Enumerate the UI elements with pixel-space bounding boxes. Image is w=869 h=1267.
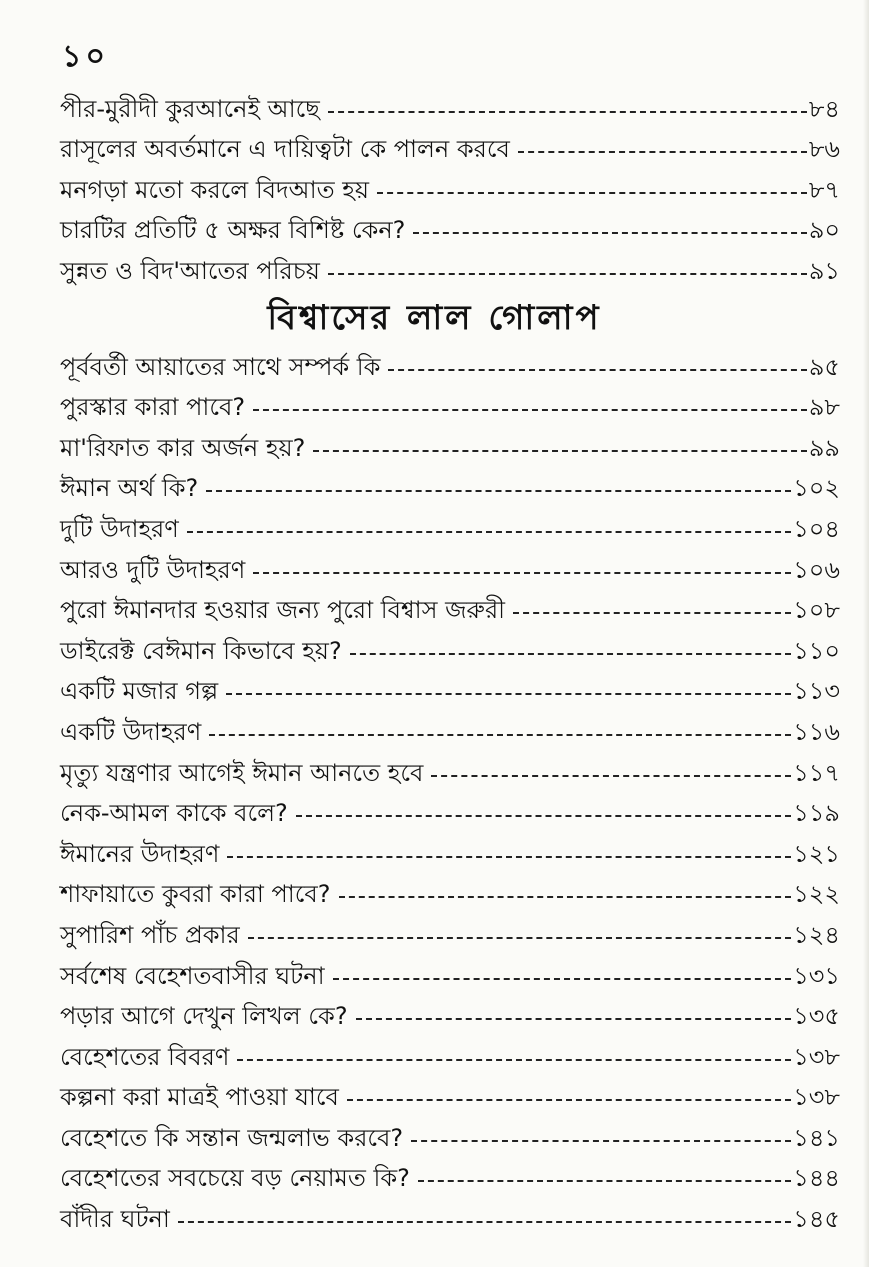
toc-entry — [60, 342, 840, 383]
toc-entry-title: কল্পনা করা মাত্রই পাওয়া যাবে — [60, 1083, 339, 1112]
toc-entry — [60, 910, 840, 951]
toc-entry — [60, 992, 840, 1033]
toc-entry-page-number: ১০৮ — [793, 596, 840, 625]
toc-entry-page-number: ৮৬ — [808, 135, 840, 163]
toc-entry-page-number: ৮৪ — [808, 94, 840, 123]
toc-dot-leader — [350, 653, 792, 655]
toc-entry-page-number: ১১৩ — [793, 677, 840, 706]
toc-entry — [60, 1032, 840, 1073]
toc-entry-title: বেহেশতের সবচেয়ে বড় নেয়ামত কি? — [60, 1164, 410, 1193]
toc-entry — [60, 125, 840, 166]
toc-entry-title: বেহেশতে কি সন্তান জন্মলাভ করবে? — [60, 1123, 404, 1152]
toc-entry-page-number: ১০২ — [793, 474, 840, 503]
toc-dot-leader — [377, 192, 807, 194]
page-number: ১০ — [62, 39, 109, 74]
toc-entry — [60, 1073, 840, 1114]
toc-dot-leader — [431, 775, 791, 777]
toc-dot-leader — [333, 978, 792, 980]
toc-entry — [60, 951, 840, 992]
toc-entry — [60, 1194, 840, 1235]
toc-entry-page-number: ১১৯ — [793, 799, 840, 828]
toc-entry-page-number: ১৩১ — [793, 961, 840, 990]
toc-entry — [60, 165, 840, 206]
toc-entry-title: রাসূলের অবর্তমানে এ দায়িত্বটা কে পালন করবে — [60, 135, 510, 163]
toc-dot-leader — [411, 1140, 791, 1142]
toc-entry-title: পূর্ববর্তী আয়াতের সাথে সম্পর্ক কি — [60, 352, 381, 381]
toc-entry-page-number: ১১০ — [793, 636, 840, 665]
toc-entry-page-number: ৯৮ — [808, 393, 840, 422]
toc-entry — [60, 870, 840, 911]
toc-entry-title: ঈমান অর্থ কি? — [60, 474, 199, 503]
table-of-contents-top — [60, 84, 840, 287]
toc-dot-leader — [513, 612, 791, 614]
toc-entry — [60, 545, 840, 586]
toc-entry-page-number: ১২২ — [793, 880, 840, 909]
toc-entry-page-number: ১৩৮ — [793, 1083, 840, 1112]
toc-entry-title: ডাইরেক্ট বেঈমান কিভাবে হয়? — [60, 636, 342, 665]
toc-entry-title: আরও দুটি উদাহরণ — [60, 555, 246, 584]
toc-entry-page-number: ১০৪ — [793, 514, 840, 543]
toc-entry — [60, 626, 840, 667]
toc-dot-leader — [248, 937, 792, 939]
toc-entry-title: সুন্নত ও বিদ'আতের পরিচয় — [60, 256, 320, 285]
toc-dot-leader — [209, 734, 791, 736]
toc-dot-leader — [313, 450, 806, 452]
toc-entry-title: শাফায়াতে কুবরা কারা পাবে? — [60, 880, 331, 909]
page-edge-shadow — [863, 0, 869, 1267]
toc-entry-title: পুরস্কার কারা পাবে? — [60, 393, 246, 422]
toc-entry-page-number: ১৩৮ — [793, 1042, 840, 1071]
toc-entry-title: সুপারিশ পাঁচ প্রকার — [60, 920, 240, 949]
toc-entry-title: একটি মজার গল্প — [60, 677, 219, 706]
toc-entry — [60, 246, 840, 287]
toc-entry-page-number: ৯১ — [808, 256, 840, 285]
toc-dot-leader — [187, 531, 791, 533]
toc-entry-page-number: ৯৫ — [808, 352, 840, 381]
toc-entry — [60, 504, 840, 545]
toc-entry-page-number: ১৪৪ — [793, 1164, 840, 1193]
toc-entry — [60, 206, 840, 247]
toc-entry-title: পুরো ঈমানদার হওয়ার জন্য পুরো বিশ্বাস জরুরী — [60, 596, 506, 625]
toc-entry — [60, 84, 840, 125]
toc-entry-page-number: ১৩৫ — [793, 1002, 840, 1031]
toc-entry — [60, 707, 840, 748]
toc-entry-title: চারটির প্রতিটি ৫ অক্ষর বিশিষ্ট কেন? — [60, 216, 406, 244]
toc-entry-page-number: ৯৯ — [808, 433, 840, 462]
toc-entry — [60, 748, 840, 789]
toc-entry-title: বেহেশতের বিবরণ — [60, 1042, 230, 1071]
toc-entry-title: দুটি উদাহরণ — [60, 514, 179, 543]
toc-entry-title: মা'রিফাত কার অর্জন হয়? — [60, 433, 306, 462]
toc-dot-leader — [296, 815, 791, 817]
toc-dot-leader — [206, 490, 791, 492]
toc-entry — [60, 464, 840, 505]
toc-dot-leader — [413, 232, 806, 234]
toc-entry — [60, 383, 840, 424]
toc-entry-title: পড়ার আগে দেখুন লিখল কে? — [60, 1002, 348, 1031]
section-heading: বিশ্বাসের লাল গোলাপ — [267, 298, 602, 338]
toc-entry — [60, 667, 840, 708]
toc-dot-leader — [388, 369, 806, 371]
toc-entry-title: সর্বশেষ বেহেশতবাসীর ঘটনা — [60, 961, 325, 990]
table-of-contents-section — [60, 342, 840, 1235]
toc-entry — [60, 789, 840, 830]
toc-entry-page-number: ১১৭ — [793, 758, 840, 787]
toc-dot-leader — [253, 409, 807, 411]
toc-entry-title: মৃত্যু যন্ত্রণার আগেই ঈমান আনতে হবে — [60, 758, 424, 787]
toc-entry — [60, 1113, 840, 1154]
toc-dot-leader — [227, 856, 791, 858]
toc-entry — [60, 586, 840, 627]
toc-entry-title: বাঁদীর ঘটনা — [60, 1205, 170, 1234]
toc-entry-page-number: ১০৬ — [793, 555, 840, 584]
toc-entry — [60, 423, 840, 464]
toc-entry-page-number: ৯০ — [808, 216, 840, 244]
toc-dot-leader — [237, 1059, 791, 1061]
toc-dot-leader — [518, 151, 807, 153]
toc-dot-leader — [328, 273, 807, 275]
toc-dot-leader — [328, 111, 807, 113]
toc-dot-leader — [226, 693, 791, 695]
toc-dot-leader — [339, 896, 792, 898]
toc-entry-title: মনগড়া মতো করলে বিদআত হয় — [60, 175, 370, 204]
toc-entry-page-number: ১৪৫ — [793, 1205, 840, 1234]
toc-entry-title: পীর-মুরীদী কুরআনেই আছে — [60, 94, 320, 123]
toc-entry-page-number: ১১৬ — [793, 717, 840, 746]
toc-entry-page-number: ৮৭ — [808, 175, 840, 204]
toc-entry — [60, 1154, 840, 1195]
toc-dot-leader — [418, 1180, 791, 1182]
toc-dot-leader — [178, 1221, 791, 1223]
toc-entry-title: ঈমানের উদাহরণ — [60, 839, 220, 868]
toc-entry — [60, 829, 840, 870]
toc-dot-leader — [253, 572, 791, 574]
toc-entry-title: একটি উদাহরণ — [60, 717, 202, 746]
toc-entry-page-number: ১৪১ — [793, 1123, 840, 1152]
toc-dot-leader — [356, 1018, 792, 1020]
toc-entry-page-number: ১২১ — [793, 839, 840, 868]
toc-entry-title: নেক-আমল কাকে বলে? — [60, 799, 288, 828]
toc-entry-page-number: ১২৪ — [793, 920, 840, 949]
toc-dot-leader — [347, 1099, 791, 1101]
